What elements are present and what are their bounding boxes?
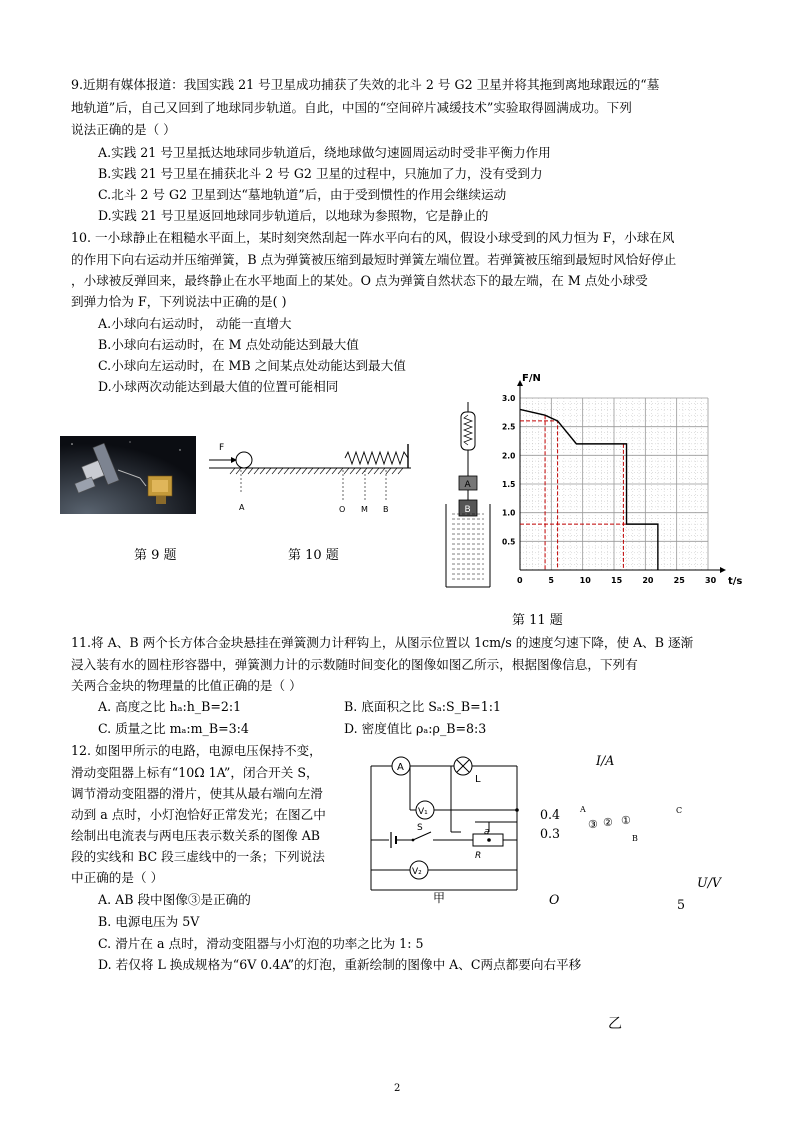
ground-hatch	[230, 468, 403, 474]
v1-label: V₁	[418, 807, 428, 817]
switch-label: S	[417, 823, 423, 833]
q12-option-b: B. 电源电压为 5V	[98, 914, 200, 929]
q9-option-d: D.实践 21 号卫星返回地球同步轨道后，以地球为参照物，它是静止的	[98, 208, 489, 223]
junction	[515, 808, 519, 812]
slider-a-point	[487, 838, 491, 842]
graph-curve-1: ①	[621, 814, 631, 827]
graph-xlabel: U/V	[697, 875, 721, 890]
q11-option-a: A. 高度之比 hₐ:h_B=2:1	[98, 699, 242, 714]
graph-y-0.4: 0.4	[540, 807, 561, 822]
hatch-line	[266, 468, 271, 474]
hatch-line	[302, 468, 307, 474]
y-tick-label: 0.5	[502, 537, 516, 547]
v2-label: V₂	[412, 867, 422, 877]
circuit-diagram	[365, 754, 525, 904]
q9-line-2: 地轨道”后，自己又回到了地球同步轨道。自此，中国的“空间碎片减缓技术”实验取得圆满成功。下列	[71, 100, 632, 115]
q9-option-c: C.北斗 2 号 G2 卫星到达“墓地轨道”后，由于受到惯性的作用会继续运动	[98, 187, 507, 202]
graph-caption: 乙	[608, 1016, 622, 1032]
hatch-line	[290, 468, 295, 474]
hatch-line	[356, 468, 361, 474]
graph-y-0.3: 0.3	[540, 826, 561, 841]
figure-9-caption: 第 9 题	[134, 548, 177, 563]
hatch-line	[320, 468, 325, 474]
q12-line-4: 动到 a 点时，小灯泡恰好正常发光；在图乙中	[71, 807, 326, 822]
hatch-line	[254, 468, 259, 474]
chart-grid	[517, 380, 726, 573]
x-tick-label: 25	[673, 576, 685, 585]
q10-line-1: 10. 一小球静止在粗糙水平面上，某时刻突然刮起一阵水平向右的风，假设小球受到的风力恒为 F，小球在风	[71, 230, 675, 245]
page-number: 2	[394, 1083, 401, 1094]
point-b-label: B	[383, 505, 389, 514]
hatch-line	[386, 468, 391, 474]
hatch-line	[284, 468, 289, 474]
hatch-line	[398, 468, 403, 474]
figure-10-caption: 第 10 题	[288, 548, 339, 563]
q12-option-a: A. AB 段中图像③是正确的	[98, 892, 251, 907]
chart-ticks	[502, 394, 717, 585]
block-b-label: B	[464, 505, 471, 515]
hatch-line	[380, 468, 385, 474]
hatch-line	[248, 468, 253, 474]
graph-point-b: B	[632, 834, 638, 843]
q9-line-3: 说法正确的是（ ）	[71, 122, 176, 137]
hatch-line	[242, 468, 247, 474]
y-tick-label: 2.5	[502, 422, 516, 432]
hatch-line	[332, 468, 337, 474]
spring-scale	[461, 412, 475, 450]
chart-ylabel: F/N	[522, 373, 541, 384]
q12-line-7: 中正确的是（ ）	[71, 870, 164, 885]
q11-option-d: D. 密度值比 ρₐ:ρ_B=8:3	[344, 721, 487, 736]
hatch-line	[392, 468, 397, 474]
graph-curve-2: ②	[603, 816, 613, 829]
q10-option-a: A.小球向右运动时， 动能一直增大	[98, 316, 292, 331]
q10-option-b: B.小球向右运动时，在 M 点处动能达到最大值	[98, 337, 359, 352]
hatch-line	[350, 468, 355, 474]
hatch-line	[272, 468, 277, 474]
hatch-line	[362, 468, 367, 474]
q10-line-2: 的作用下向右运动并压缩弹簧，B 点为弹簧被压缩到最短时弹簧左端位置。若弹簧被压缩到最短时风恰好停止	[71, 252, 677, 267]
slider-a-label: a	[484, 827, 490, 837]
x-tick-label: 15	[611, 576, 623, 585]
chart-xlabel: t/s	[728, 576, 743, 587]
x-axis-arrow	[720, 567, 726, 573]
hatch-line	[278, 468, 283, 474]
q11-line-3: 关两合金块的物理量的比值正确的是（ ）	[71, 678, 302, 693]
hatch-line	[314, 468, 319, 474]
rheostat-label: R	[475, 851, 482, 861]
hatch-line	[326, 468, 331, 474]
x-tick-label: 20	[642, 576, 654, 585]
q10-option-d: D.小球两次动能达到最大值的位置可能相同	[98, 379, 339, 394]
graph-origin: O	[549, 892, 560, 907]
graph-ylabel: I/A	[596, 753, 615, 768]
q11-line-1: 11.将 A、B 两个长方体合金块悬挂在弹簧测力计秤钩上，从图示位置以 1cm/s 的速度匀速下降，使 A、B 逐渐	[71, 635, 694, 650]
hatch-line	[236, 468, 241, 474]
hatch-line	[308, 468, 313, 474]
q12-line-1: 12. 如图甲所示的电路，电源电压保持不变，	[71, 743, 322, 758]
spring	[345, 452, 408, 464]
graph-point-c: C	[676, 806, 683, 815]
graph-curve-3: ③	[588, 818, 598, 831]
lamp-label: L	[475, 774, 481, 785]
block-a-label: A	[464, 480, 471, 490]
ball	[236, 452, 252, 468]
water-lines	[452, 514, 484, 579]
q11-line-2: 浸入装有水的圆柱形容器中，弹簧测力计的示数随时间变化的图像如图乙所示，根据图像信息，下列有	[71, 657, 638, 672]
force-time-chart	[500, 368, 750, 590]
force-label: F	[219, 443, 225, 453]
q11-option-c: C. 质量之比 mₐ:m_B=3:4	[98, 721, 249, 736]
q12-line-6: 段的实线和 BC 段三虚线中的一条；下列说法	[71, 849, 325, 864]
switch-blade[interactable]	[413, 832, 431, 840]
x-tick-label: 10	[579, 576, 591, 585]
hatch-line	[260, 468, 265, 474]
satellite-photo	[60, 436, 196, 514]
q12-option-d: D. 若仅将 L 换成规格为“6V 0.4A”的灯泡，重新绘制的图像中 A、C两点都要向右平移	[98, 957, 582, 972]
chart-reference-lines	[520, 415, 627, 570]
y-tick-label: 2.0	[502, 451, 516, 461]
q12-option-c: C. 滑片在 a 点时，滑动变阻器与小灯泡的功率之比为 1: 5	[98, 936, 424, 951]
q12-line-5: 绘制出电流表与两电压表示数关系的图像 AB	[71, 828, 321, 843]
spring-scale-container-diagram	[440, 400, 500, 590]
y-tick-label: 1.5	[502, 480, 516, 489]
graph-x-5: 5	[677, 897, 686, 912]
point-a-label: A	[239, 503, 245, 512]
q9-line-1: 9.近期有媒体报道：我国实践 21 号卫星成功捕获了失效的北斗 2 号 G2 卫星并将其拖到离地球跟远的“墓	[71, 77, 660, 92]
hatch-line	[296, 468, 301, 474]
y-tick-label: 3.0	[502, 394, 516, 403]
hatch-line	[374, 468, 379, 474]
figure-11-caption: 第 11 题	[512, 613, 563, 628]
ball-spring-diagram	[205, 440, 415, 516]
ammeter-label: A	[397, 762, 404, 773]
hatch-line	[344, 468, 349, 474]
point-m-label: M	[361, 505, 368, 514]
q12-line-2: 滑动变阻器上标有“10Ω 1A”，闭合开关 S，	[71, 765, 319, 780]
point-o-label: O	[339, 505, 346, 514]
q11-option-b: B. 底面积之比 Sₐ:S_B=1:1	[344, 699, 501, 714]
q9-option-b: B.实践 21 号卫星在捕获北斗 2 号 G2 卫星的过程中，只施加了力，没有受到力	[98, 166, 543, 181]
q9-option-a: A.实践 21 号卫星抵达地球同步轨道后，绕地球做匀速圆周运动时受非平衡力作用	[98, 145, 551, 160]
x-tick-label: 5	[548, 576, 554, 585]
hatch-line	[338, 468, 343, 474]
hatch-line	[368, 468, 373, 474]
x-tick-label: 0	[517, 576, 523, 585]
circuit-caption: 甲	[433, 891, 446, 904]
q10-line-3: ，小球被反弹回来，最终静止在水平地面上的某处。O 点为弹簧自然状态下的最左端，在 M 点处小球受	[71, 273, 648, 288]
graph-point-a: A	[580, 805, 586, 814]
switch-pivot	[412, 839, 415, 842]
q10-option-c: C.小球向左运动时，在 MB 之间某点处动能达到最大值	[98, 358, 406, 373]
q12-line-3: 调节滑动变阻器的滑片，使其从最右端向左滑	[71, 786, 323, 801]
x-tick-label: 30	[705, 576, 717, 585]
q10-line-4: 到弹力恰为 F，下列说法中正确的是( )	[71, 294, 287, 309]
hatch-line	[230, 468, 235, 474]
y-tick-label: 1.0	[502, 508, 516, 518]
